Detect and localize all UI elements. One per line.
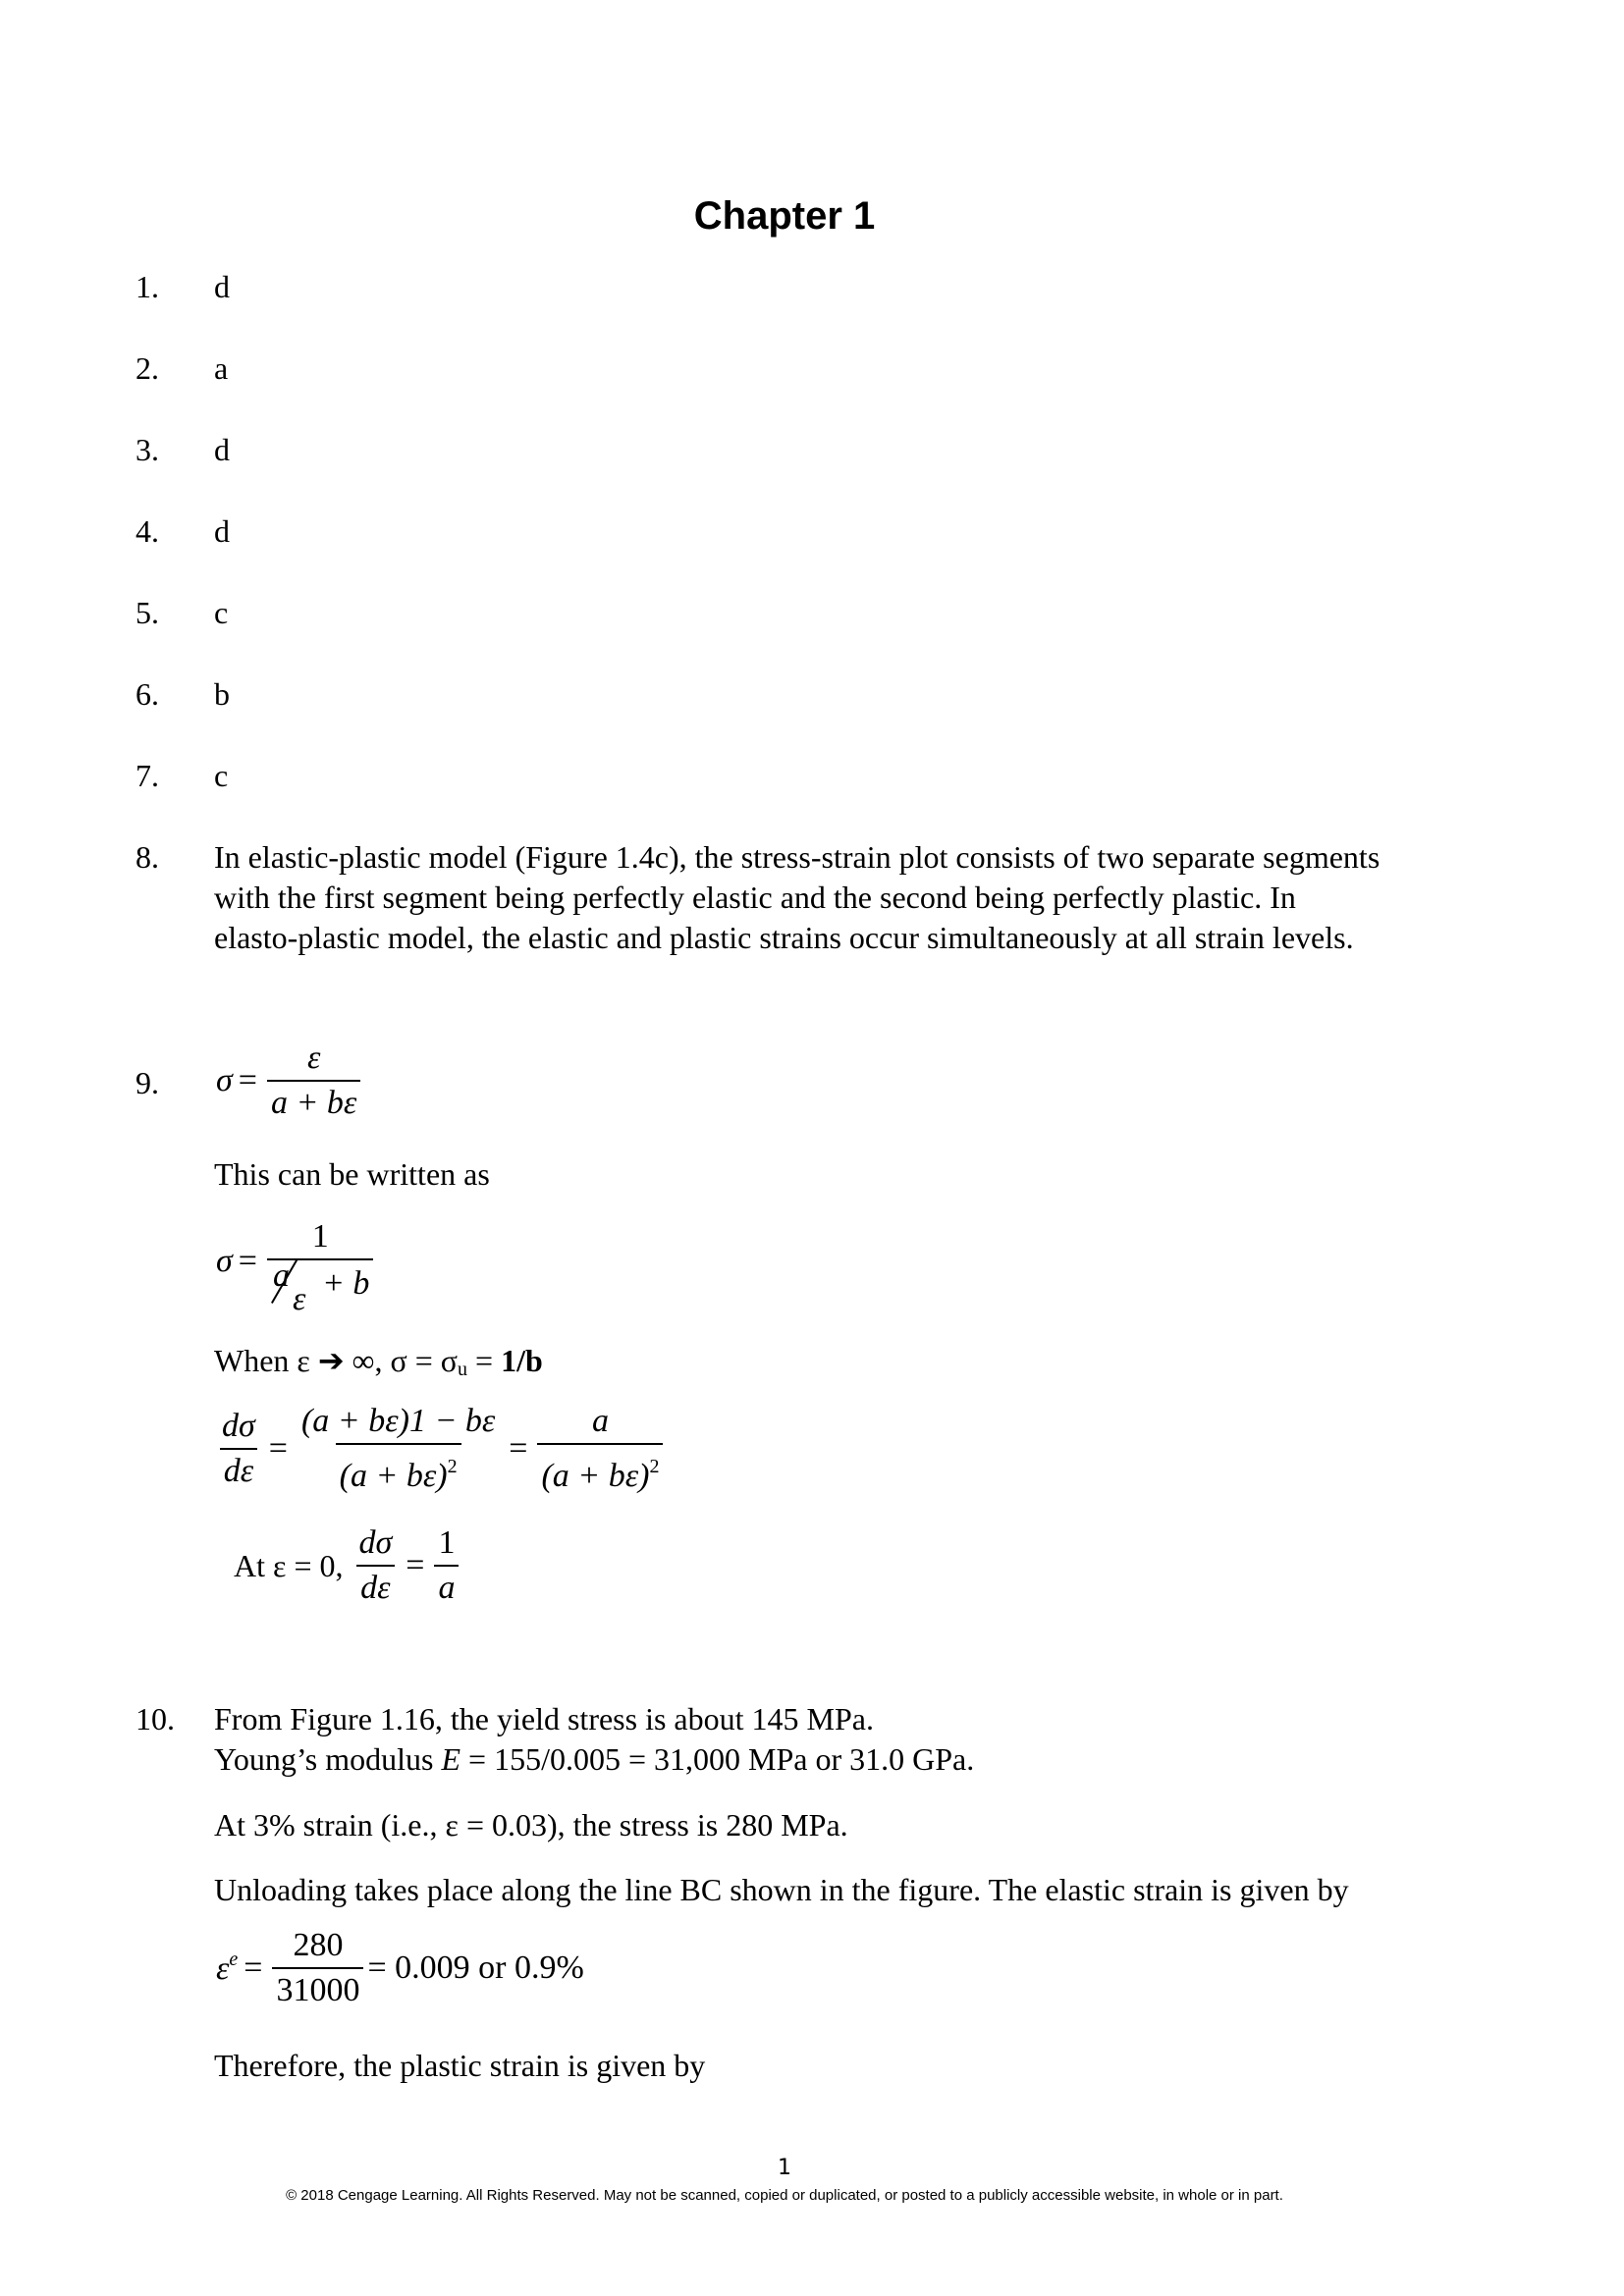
numerator: a: [591, 1403, 609, 1439]
arrow-right-icon: ➔: [317, 1342, 345, 1379]
fraction: [267, 1217, 373, 1317]
den-base: (a + bε): [339, 1458, 448, 1494]
fraction: [218, 1407, 259, 1491]
denominator: dε: [220, 1448, 257, 1491]
at-zero-prefix: At ε = 0,: [234, 1547, 344, 1583]
q10-line: At 3% strain (i.e., ε = 0.03), the stress is 280 MPa.: [214, 1807, 848, 1842]
q10-line: From Figure 1.16, the yield stress is about 145 MPa.: [214, 1701, 874, 1736]
numerator: ε: [306, 1040, 321, 1076]
q10-line: [214, 1739, 974, 1780]
answer-number: 7.: [135, 758, 159, 793]
limit-result: 1/b: [501, 1343, 543, 1378]
slash-den: ε: [292, 1281, 306, 1317]
exponent: 2: [447, 1456, 458, 1477]
line-text: Young’s modulus: [214, 1741, 442, 1777]
answer-number: 1.: [135, 269, 159, 304]
numerator: dσ: [358, 1524, 393, 1561]
fraction: [434, 1523, 459, 1608]
line-text: = 155/0.005 = 31,000 MPa or 31.0 GPa.: [460, 1741, 975, 1777]
eq-sign: =: [509, 1430, 528, 1467]
page-number: 1: [778, 2156, 791, 2180]
variable-E: E: [441, 1741, 461, 1777]
fraction: [298, 1402, 499, 1496]
eq-lhs: σ: [216, 1243, 233, 1279]
answer-value: d: [214, 269, 230, 304]
denominator: [537, 1443, 663, 1496]
chapter-title: Chapter 1: [693, 194, 876, 238]
derivative-at-zero: [234, 1523, 462, 1608]
limit-middle: ∞, σ = σ: [344, 1343, 459, 1378]
numerator: 1: [438, 1524, 456, 1561]
numerator: 1: [311, 1218, 329, 1255]
answer-number: 4.: [135, 513, 159, 549]
answer-number: 2.: [135, 350, 159, 386]
q10-line: Therefore, the plastic strain is given by: [214, 2048, 706, 2083]
question-number: 9.: [135, 1065, 159, 1100]
equation-sigma: [216, 1039, 364, 1123]
eq-result: = 0.009 or 0.9%: [367, 1949, 584, 1986]
fraction: [537, 1402, 663, 1496]
denominator: a: [434, 1565, 459, 1608]
denominator: 31000: [272, 1967, 363, 2010]
q8-line: with the first segment being perfectly elastic and the second being perfectly plastic. In: [214, 880, 1296, 915]
eq-sign: =: [238, 1243, 257, 1279]
superscript-e: e: [229, 1949, 239, 1970]
denominator: [336, 1443, 461, 1496]
question-number: 10.: [135, 1701, 175, 1736]
answer-value: d: [214, 513, 230, 549]
eq-sign: =: [238, 1062, 257, 1098]
answer-value: a: [214, 350, 229, 386]
numerator: (a + bε)1 − bε: [300, 1403, 496, 1439]
eq-lhs: σ: [216, 1062, 233, 1098]
answer-value: d: [214, 432, 230, 467]
denominator: [267, 1257, 373, 1317]
answer-value: c: [214, 595, 229, 630]
q8-line: elasto-plastic model, the elastic and plastic strains occur simultaneously at all strain levels.: [214, 920, 1354, 955]
answer-number: 5.: [135, 595, 159, 630]
eq-sign: =: [244, 1949, 263, 1986]
denominator: dε: [356, 1565, 394, 1608]
derivative-equation: [214, 1402, 667, 1496]
elastic-strain-equation: [216, 1926, 584, 2010]
eq-sign: =: [268, 1430, 288, 1467]
denominator: a + bε: [267, 1080, 360, 1123]
q8-line: In elastic-plastic model (Figure 1.4c), the stress-strain plot consists of two separate segments: [214, 839, 1380, 875]
fraction: [272, 1926, 363, 2010]
eq-lhs: [216, 1949, 238, 1988]
slash-num: a: [272, 1257, 290, 1294]
den-rest: + b: [321, 1265, 370, 1302]
answer-number: 6.: [135, 676, 159, 712]
limit-prefix: When ε: [214, 1343, 318, 1378]
den-base: (a + bε): [541, 1458, 650, 1494]
q9-text: This can be written as: [214, 1156, 490, 1192]
equation-sigma-rewritten: [216, 1217, 377, 1317]
answer-value: c: [214, 758, 229, 793]
answer-value: b: [214, 676, 230, 712]
epsilon: ε: [216, 1950, 230, 1987]
question-number: 8.: [135, 839, 159, 875]
limit-statement: [214, 1341, 543, 1390]
limit-eq: =: [467, 1343, 502, 1378]
copyright-notice: © 2018 Cengage Learning. All Rights Reserved. May not be scanned, copied or duplicated, or posted to a publicly accessible website, in whole or in part.: [286, 2187, 1283, 2204]
eq-sign: =: [406, 1547, 425, 1583]
fraction: [354, 1523, 396, 1608]
numerator: dσ: [222, 1408, 255, 1444]
exponent: 2: [649, 1456, 660, 1477]
numerator: 280: [293, 1927, 344, 1963]
slash-fraction: [271, 1257, 322, 1317]
fraction: [267, 1039, 360, 1123]
answer-number: 3.: [135, 432, 159, 467]
subscript-u: u: [458, 1359, 468, 1380]
q10-line: Unloading takes place along the line BC shown in the figure. The elastic strain is given by: [214, 1872, 1349, 1907]
